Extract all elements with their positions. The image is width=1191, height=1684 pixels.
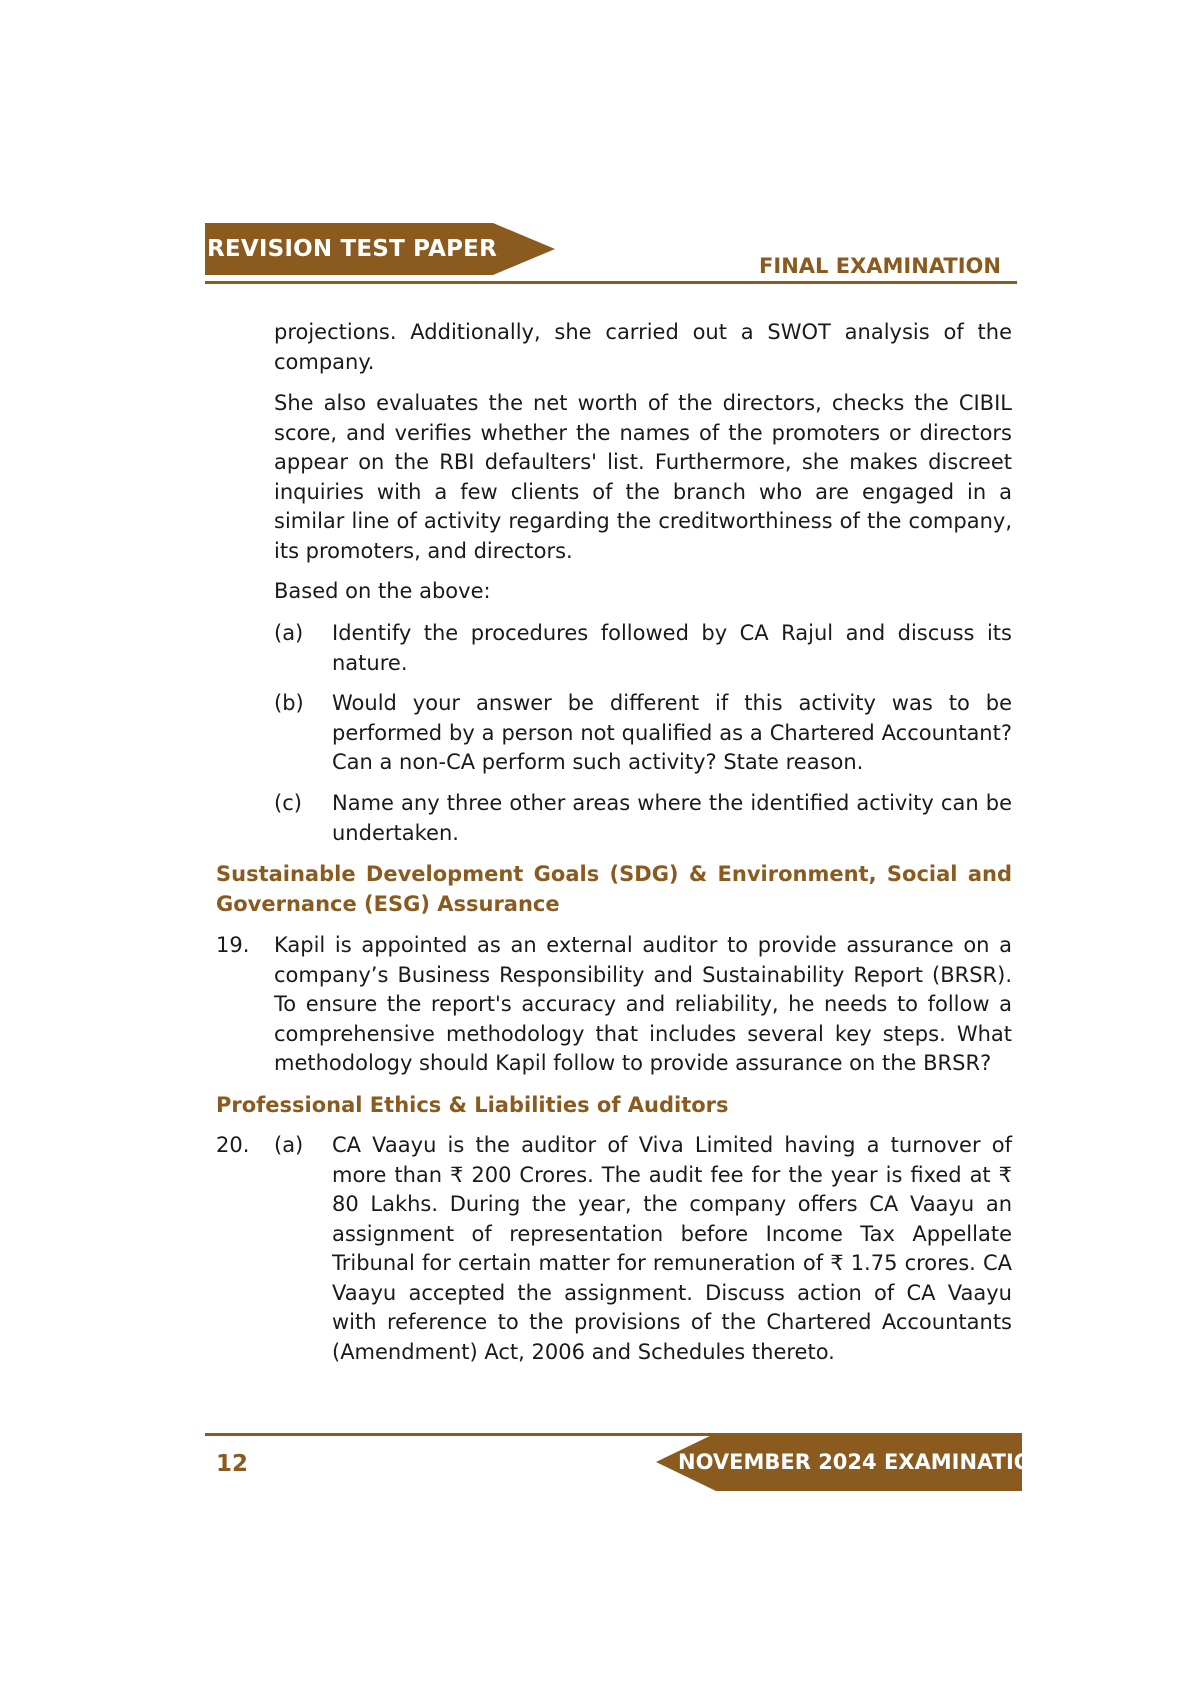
question-20-a-label: (a) [274,1133,304,1157]
sub-item-b-text: Would your answer be different if this activity was to be performed by a person not qualified as a Chartered Accountant? Can a non-CA perform such activity? State reason. [332,691,1012,774]
paragraph-net-worth: She also evaluates the net worth of the directors, checks the CIBIL score, and verifies whether the names of the promoters or directors appear on the RBI defaulters' list. Furthermore, she makes discreet inquiries with a few clients of the branch who are engaged in a similar line of activity regarding the creditworthiness of the company, its promoters, and directors. [274,391,1012,563]
question-19-number: 19. [216,933,250,957]
section-heading-ethics: Professional Ethics & Liabilities of Auditors [216,1093,729,1117]
header-rule [205,281,1017,284]
sub-item-c-text: Name any three other areas where the identified activity can be undertaken. [332,791,1012,845]
footer-exam-title: NOVEMBER 2024 EXAMINATION [678,1450,1050,1474]
sub-item-b-label: (b) [274,691,304,715]
sub-item-a-label: (a) [274,621,304,645]
question-19-text: Kapil is appointed as an external auditor to provide assurance on a company’s Business Responsibility and Sustainability Report (BRSR). To ensure the report's accuracy and reliability, he needs to follow a comprehensive methodology that includes several key steps. What methodology should Kapil follow to provide assurance on the BRSR? [274,933,1012,1075]
sub-item-c-label: (c) [274,791,302,815]
question-20-number: 20. [216,1133,250,1157]
header-right-title: FINAL EXAMINATION [759,254,1001,278]
question-20-a-text: CA Vaayu is the auditor of Viva Limited having a turnover of more than ₹ 200 Crores. The audit fee for the year is fixed at ₹ 80 Lakhs. During the year, the company offers CA Vaayu an assignment of representation before Income Tax Appellate Tribunal for certain matter for remuneration of ₹ 1.75 crores. CA Vaayu accepted the assignment. Discuss action of CA Vaayu with reference to the provisions of the Chartered Accountants (Amendment) Act, 2006 and Schedules thereto. [332,1133,1012,1364]
page-number: 12 [216,1451,249,1477]
sub-item-a-text: Identify the procedures followed by CA Rajul and discuss its nature. [332,621,1012,675]
header-left-title: REVISION TEST PAPER [207,236,497,262]
section-heading-sdg: Sustainable Development Goals (SDG) & Environment, Social and Governance (ESG) Assurance [216,862,1012,916]
paragraph-based-on: Based on the above: [274,579,491,603]
paragraph-projections: projections. Additionally, she carried out a SWOT analysis of the company. [274,320,1012,374]
